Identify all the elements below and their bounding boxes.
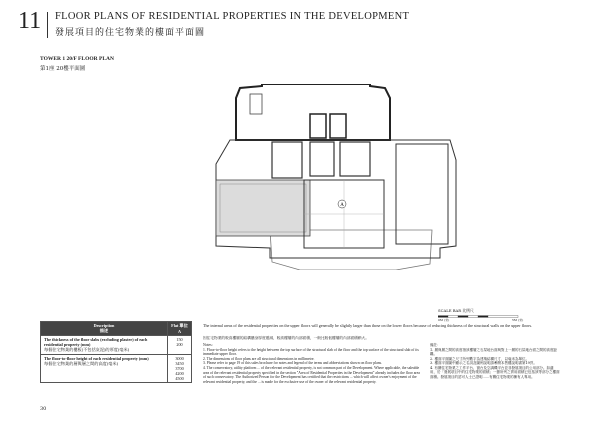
flat-header: Flat 單位 A (168, 322, 192, 336)
scale-end: 5M (米) (512, 318, 524, 322)
slab-thickness-desc: The thickness of the floor slabs (excluding plaster) of each residential property (mm) 每個住宅物業的樓板(不包括灰泥)的厚度(毫米) (41, 336, 168, 355)
plan-title-chinese: 第1座 20樓平面圖 (40, 66, 86, 72)
unit-label: A (340, 203, 344, 208)
plan-title: TOWER 1 20/F FLOOR PLAN (40, 56, 114, 62)
floor-specs-table (40, 321, 192, 383)
floor-height-values: 3000 3450 3700 4200 4500 (168, 355, 192, 383)
page-title-chinese: 發展項目的住宅物業的樓面平面圖 (55, 28, 206, 38)
notes-intro: The internal areas of the residential properties on the upper floors will generally be slightly larger than those on the lower floors because of reducing thickness of the structural walls on the upper floors. (203, 323, 533, 328)
notes-list: Notes: 1. Floor-to-floor height refers to the height between the top surface of the structural slab of the floor and the top surface of the structural slab of its immediate upper floor. 2. The dimensions of floor plans are all structural dimensions in millimetre. 3. Please refer to page 19 of this sales brochure for notes and legend of the terms and abbreviations shown on floor plans. 4. The conservatory, utility platform ... of the relevant residential property, is not common part of the Development. Where applicable, the saleable area of the relevant residential property specified in the section "Area of Residential Properties in the Development" already includes the floor area of such conservatory. The Authorized Person for the Development has certified that the restrictions ... which will affect owner's enjoyment of the relevant residential property, and the ... is made for the exclusive use of the owner of the relevant residential property. (203, 343, 420, 384)
slab-thickness-values: 150 200 (168, 336, 192, 355)
page-number: 30 (40, 406, 47, 412)
section-number: 11 (18, 8, 42, 34)
description-header: Description 描述 (41, 322, 168, 336)
page-title: FLOOR PLANS OF RESIDENTIAL PROPERTIES IN THE DEVELOPMENT (55, 11, 410, 22)
floor-height-desc: The floor-to-floor height of each residential property (mm) 每個住宅物業的層與層之間的高度(毫米) (41, 355, 168, 383)
title-divider (47, 12, 48, 38)
notes-intro-chinese: 因住宅物業的較高樓層的結構牆身厚度遞減，較高樓層的內部面積，一般比較低樓層的內部面積稍大。 (203, 336, 369, 340)
scale-start: 0M (米) (438, 318, 450, 322)
floor-plan-drawing (200, 84, 480, 270)
notes-list-chinese: 備註： 1. 層與層之間的高度指該樓層之石屎地台面與對上一層的石屎地台面之間的高度距離。 2. 樓面平面圖之尺寸所列數字為建築結構尺寸，以毫米為單位。 3. 樓面平面圖中顯示之名詞及圖例說明請參閱本售樓說明書第19頁。 4. 有關住宅物業之工作平台、窗台及空調機平台並非發展項目的公用部分。如適用，於「發展項目中的住宅物業的面積」一節所列之實用面積已包括該等部分之樓面面積。發展項目的認可人士已證明......有關住宅物業的擁有人專用。 (430, 343, 560, 379)
scale-bar-label: SCALE BAR 比例尺 (438, 308, 474, 313)
